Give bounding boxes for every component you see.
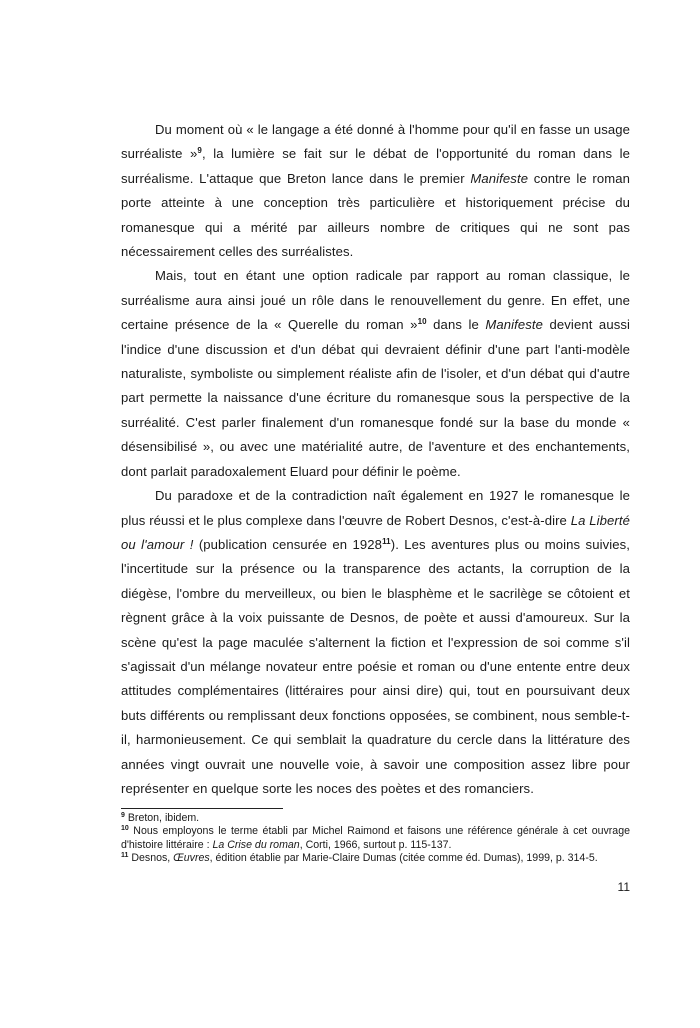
italic-title: La Crise du roman (212, 838, 300, 851)
footnote-text: Desnos, (128, 852, 174, 865)
text-run: Du moment où « le langage a été donné à l'homme pour qu'il en fasse un usage surréaliste » (121, 122, 630, 162)
footnote-10 (121, 825, 630, 852)
italic-title: Œuvres (173, 852, 210, 865)
paragraph-3 (121, 484, 630, 801)
text-run: ). Les aventures plus ou moins suivies, l'incertitude sur la présence ou la transparence des actants, la corruption de la diégèse, l'ombre du merveilleux, ou bien le blasphème et le sacrilège se côtoient et règnent grâce à la voix puissante de Desnos, de poète et aussi d'amoureux. Sur la scène qu'est la page maculée s'alternent la fiction et l'expression de soi comme s'il s'agissait d'un mélange novateur entre poésie et roman ou d'une entente entre deux attitudes complémentaires (littéraires pour ainsi dire) qui, tout en poursuivant deux buts différents ou remplissant deux fonctions opposées, se combinent, nous semble-t-il, harmonieusement. Ce qui semblait la quadrature du cercle dans la littérature des années vingt ouvrait une nouvelle voie, à savoir une composition assez libre pour représenter en quelque sorte les noces des poètes et des romanciers. (121, 536, 631, 796)
paragraph-1 (121, 118, 630, 264)
text-run: devient aussi l'indice d'une discussion et d'un débat qui devraient définir d'une part l'anti-modèle naturaliste, symboliste ou simplement réaliste afin de l'isoler, et d'un débat qui d'autre part permette la naissance d'une écriture du romanesque sous la perspective de la surréalité. C'est parler finalement d'un romanesque fondé sur la base du monde « désensibilisé », ou avec une matérialité autre, de l'aventure et des enchantements, dont parlait paradoxalement Eluard pour définir le poème. (121, 317, 631, 479)
text-run: Mais, tout en étant une option radicale par rapport au roman classique, le surréalisme aura ainsi joué un rôle dans le renouvellement du genre. En effet, une certaine présence de la « Querelle du roman » (121, 268, 630, 333)
footnote-text: , Corti, 1966, surtout p. 115-137. (299, 838, 452, 851)
footnote-number: 9 (121, 812, 125, 819)
text-run: , la lumière se fait sur le débat de l'opportunité du roman dans le surréalisme. L'attaque que Breton lance dans le premier (121, 146, 631, 186)
italic-title: Manifeste (485, 317, 544, 333)
paragraph-2 (121, 264, 630, 484)
footnote-text: , édition établie par Marie-Claire Dumas (citée comme éd. Dumas), 1999, p. 314-5. (209, 852, 598, 865)
footnote-number: 10 (121, 825, 129, 833)
footnote-number: 11 (121, 852, 129, 860)
italic-title: Manifeste (470, 170, 529, 186)
footnote-9 (121, 812, 630, 825)
text-run: contre le roman porte atteinte à une conception très particulière et historiquement précise du romanesque qui a mérité par ailleurs nombre de critiques qui ne sont pas nécessairement celles des surréalistes. (121, 170, 630, 260)
footnote-separator (121, 808, 283, 809)
footnote-ref-11[interactable]: 11 (382, 536, 391, 546)
footnote-11 (121, 852, 630, 865)
footnote-ref-9[interactable]: 9 (197, 146, 202, 156)
footnote-text: Breton, ibidem. (124, 812, 200, 824)
footnote-text: Nous employons le terme établi par Michel Raimond et faisons une référence générale à cet ouvrage d'histoire littéraire : (121, 825, 630, 851)
body-text (121, 118, 630, 801)
italic-title: La Liberté ou l'amour ! (121, 512, 630, 552)
text-run: Du paradoxe et de la contradiction naît également en 1927 le romanesque le plus réussi et le plus complexe dans l'œuvre de Robert Desnos, c'est-à-dire (121, 488, 630, 528)
page-number: 11 (617, 880, 630, 894)
footnote-ref-10[interactable]: 10 (417, 317, 427, 327)
footnotes (121, 812, 630, 866)
text-run: dans le (426, 317, 486, 333)
text-run: (publication censurée en 1928 (193, 536, 383, 552)
